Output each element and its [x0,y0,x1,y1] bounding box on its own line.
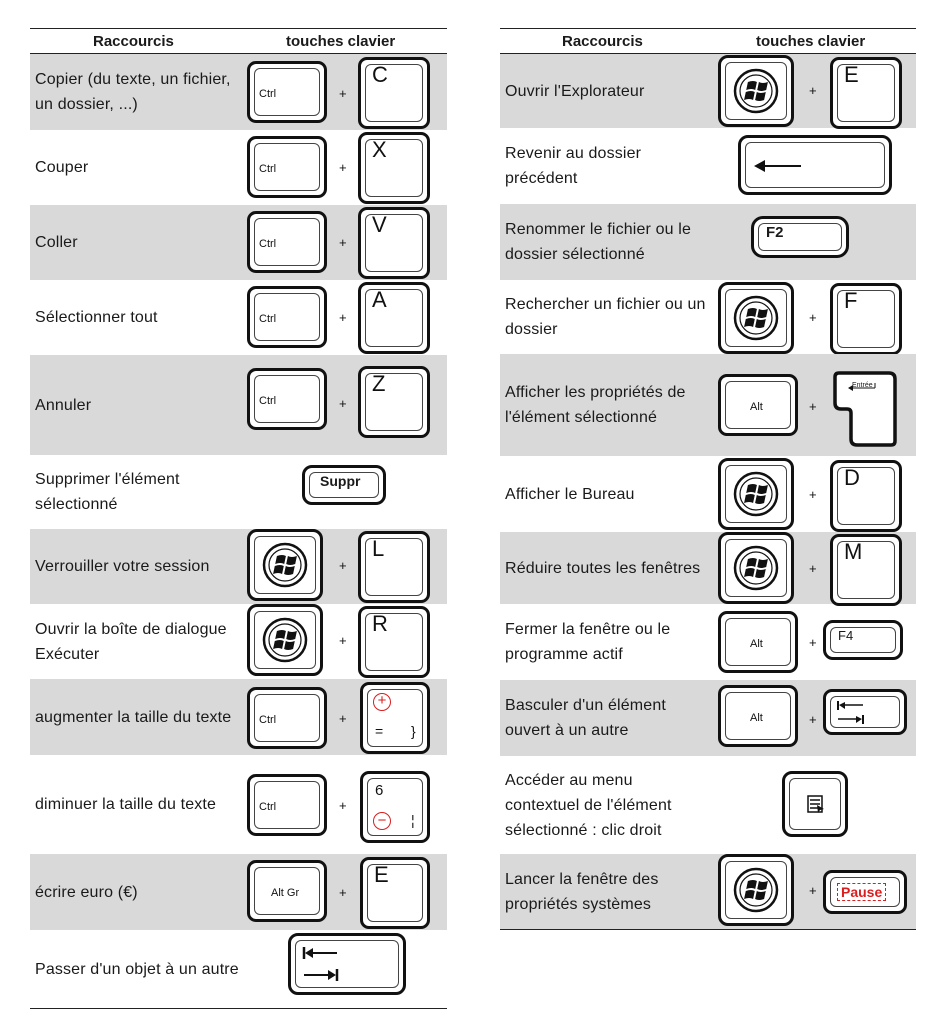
plus-sign: + [809,883,817,898]
plus-sign: + [339,310,347,325]
windows-logo-icon [262,617,308,663]
plus-sign: + [809,561,817,576]
header-keys: touches clavier [756,33,866,50]
tab-key [823,689,907,735]
plus-sign: + [339,711,347,726]
windows-logo-icon [733,545,779,591]
windows-key [718,458,794,530]
left-table-header [30,28,447,54]
backspace-key [738,135,892,195]
shortcut-label: Basculer d'un élément ouvert à un autre [505,697,666,739]
table-row [30,679,447,755]
tab-arrows-icon [836,699,866,727]
e-key: E [360,857,430,929]
enter-key-label: Entrée [852,382,873,389]
alt-key: Alt [718,374,798,436]
table-row [500,854,916,929]
left-shortcut-table [30,28,447,1009]
table-row [30,930,447,1008]
plus-sign: + [809,83,817,98]
windows-key [718,532,794,604]
shortcut-label: Supprimer l'élément sélectionné [35,471,180,513]
windows-logo-icon [733,295,779,341]
plus-sign: + [339,633,347,648]
pause-key [823,870,907,914]
table-row [500,128,916,204]
table-row [30,755,447,854]
shortcut-label: Passer d'un objet à un autre [35,960,239,978]
plus-sign: + [339,558,347,573]
shortcut-label: Copier (du texte, un fichier, un dossier, ...) [35,71,231,113]
pause-label: Pause [837,883,886,901]
ctrl-key: Ctrl [247,211,327,273]
windows-key [718,55,794,127]
plus-sign: + [339,885,347,900]
header-shortcuts: Raccourcis [93,33,174,50]
shortcut-label: Couper [35,159,89,176]
ctrl-key: Ctrl [247,136,327,198]
d-key: D [830,460,902,532]
table-row [500,604,916,680]
plus-sign: + [809,712,817,727]
table-row [500,204,916,280]
plus-sign: + [339,235,347,250]
table-row [30,854,447,930]
menu-key [782,771,848,837]
c-key: C [358,57,430,129]
shortcut-label: Sélectionner tout [35,309,158,326]
windows-key [247,604,323,676]
shortcut-label: Afficher le Bureau [505,485,635,503]
shortcut-label: écrire euro (€) [35,883,138,901]
right-table-header [500,28,916,54]
plus-sign: + [339,86,347,101]
shortcut-label: Lancer la fenêtre des propriétés systèmes [505,870,659,913]
tab-key [288,933,406,995]
header-keys: touches clavier [286,33,396,50]
header-shortcuts: Raccourcis [562,33,643,50]
shortcut-label: Ouvrir la boîte de dialogue Exécuter [35,620,227,663]
plus-sign: + [809,310,817,325]
table-row [30,604,447,679]
shortcut-label: Revenir au dossier précédent [505,145,642,187]
f2-key: F2 [751,216,849,258]
menu-key-icon [807,795,825,813]
table-row [500,354,916,456]
shortcut-label: Verrouiller votre session [35,558,210,575]
plus-circle-icon: + [373,693,391,711]
table-row [500,756,916,854]
l-key: L [358,531,430,603]
plus-sign: + [339,396,347,411]
tab-arrows-icon [301,944,341,984]
plus-sign: + [809,399,817,414]
v-key: V [358,207,430,279]
e-key: E [830,57,902,129]
windows-key [718,854,794,926]
table-row [30,280,447,355]
windows-logo-icon [733,471,779,517]
shortcut-label: Coller [35,234,78,251]
shortcut-label: Accéder au menu contextuel de l'élément sélectionné : clic droit [505,771,672,839]
shortcut-label: Réduire toutes les fenêtres [505,559,701,577]
f4-key: F4 [823,620,903,660]
table-row [30,529,447,604]
shortcut-label: Renommer le fichier ou le dossier sélectionné [505,221,692,263]
ctrl-key: Ctrl [247,687,327,749]
table-row [500,54,916,128]
x-key: X [358,132,430,204]
windows-logo-icon [262,542,308,588]
plus-sign: + [339,798,347,813]
right-shortcut-table [500,28,916,930]
six-minus-key: 6 − ¦ [360,771,430,843]
ctrl-key: Ctrl [247,368,327,430]
shortcut-label: augmenter la taille du texte [35,708,232,726]
plus-sign: + [339,160,347,175]
suppr-key: Suppr [302,465,386,505]
windows-key [718,282,794,354]
a-key: A [358,282,430,354]
shortcut-label: Fermer la fenêtre ou le programme actif [505,621,671,663]
table-row [500,456,916,532]
table-row [30,130,447,205]
alt-key: Alt [718,685,798,747]
shortcut-label: Annuler [35,396,92,414]
ctrl-key: Ctrl [247,774,327,836]
table-row [30,355,447,455]
table-row [30,54,447,130]
table-row [500,680,916,756]
shortcut-label: diminuer la taille du texte [35,796,217,813]
minus-circle-icon: − [373,812,391,830]
r-key: R [358,606,430,678]
shortcut-label: Rechercher un fichier ou un dossier [505,296,706,338]
ctrl-key: Ctrl [247,286,327,348]
table-row [500,280,916,354]
shortcut-label: Ouvrir l'Explorateur [505,82,645,100]
table-row [500,532,916,604]
windows-logo-icon [733,68,779,114]
z-key: Z [358,366,430,438]
plus-equals-key: + = } [360,682,430,754]
ctrl-key: Ctrl [247,61,327,123]
windows-logo-icon [733,867,779,913]
plus-sign: + [809,487,817,502]
table-row [30,455,447,529]
shortcut-label: Afficher les propriétés de l'élément sélectionné [505,384,686,426]
backspace-arrow-icon [753,158,803,174]
alt-key: Alt [718,611,798,673]
m-key: M [830,534,902,606]
f-key: F [830,283,902,355]
plus-sign: + [809,635,817,650]
windows-key [247,529,323,601]
altgr-key: Alt Gr [247,860,327,922]
table-row [30,205,447,280]
